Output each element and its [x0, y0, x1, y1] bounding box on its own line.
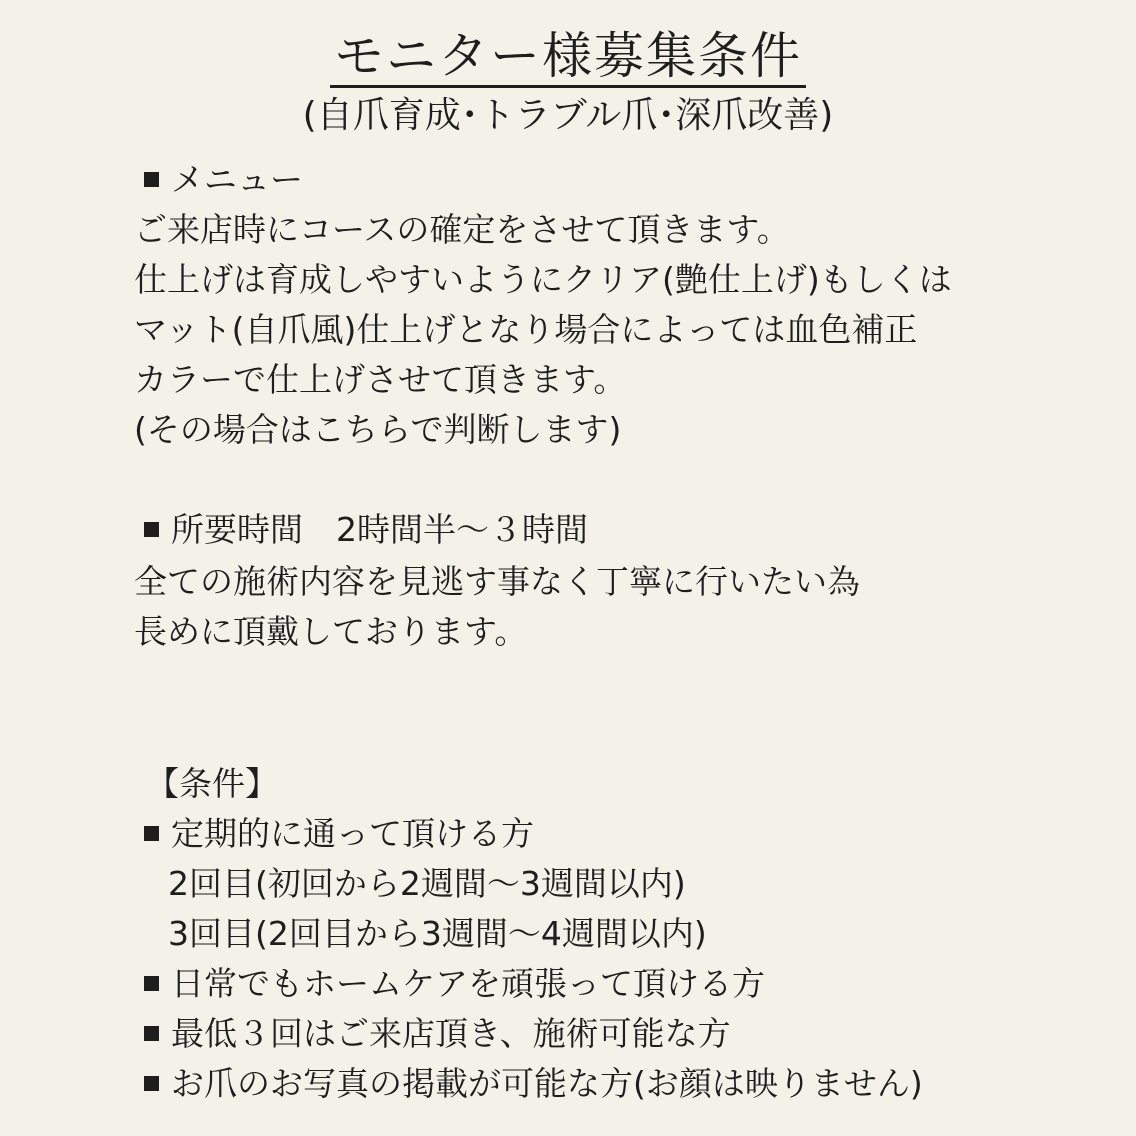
menu-heading-text: メニュー: [171, 160, 303, 199]
condition-item-text: 定期的に通って頂ける方: [171, 814, 534, 853]
condition-item-text: 日常でもホームケアを頑張って頂ける方: [171, 964, 765, 1003]
condition-item: [134, 962, 765, 1006]
condition-item: [134, 812, 534, 856]
menu-heading: [134, 158, 303, 202]
menu-line: 仕上げは育成しやすいようにクリア(艶仕上げ)もしくは: [134, 260, 952, 299]
square-bullet-icon: [144, 1076, 159, 1091]
time-line: 全ての施術内容を見逃す事なく丁寧に行いたい為: [134, 562, 860, 601]
square-bullet-icon: [144, 1026, 159, 1041]
square-bullet-icon: [144, 172, 159, 187]
square-bullet-icon: [144, 976, 159, 991]
square-bullet-icon: [144, 826, 159, 841]
condition-sub-item: 2回目(初回から2週間～3週間以内): [168, 864, 686, 903]
page-title: [0, 24, 1136, 88]
menu-line: ご来店時にコースの確定をさせて頂きます。: [134, 210, 790, 249]
menu-line: (その場合はこちらで判断します): [134, 410, 622, 449]
condition-item: [134, 1062, 923, 1106]
square-bullet-icon: [144, 522, 159, 537]
condition-item: [134, 1012, 731, 1056]
time-line: 長めに頂戴しております。: [134, 612, 528, 651]
condition-item-text: お爪のお写真の掲載が可能な方(お顔は映りません): [171, 1064, 923, 1103]
time-heading-text: 所要時間 2時間半～３時間: [171, 510, 588, 549]
page-subtitle: (自爪育成･トラブル爪･深爪改善): [302, 95, 834, 136]
conditions-heading: 【条件】: [146, 764, 278, 803]
condition-item-text: 最低３回はご来店頂き、施術可能な方: [171, 1014, 731, 1053]
condition-sub-item: 3回目(2回目から3週間～4週間以内): [168, 914, 707, 953]
menu-line: カラーで仕上げさせて頂きます。: [134, 360, 627, 399]
menu-line: マット(自爪風)仕上げとなり場合によっては血色補正: [134, 310, 918, 349]
page-title-text: モニター様募集条件: [330, 27, 806, 88]
time-heading: [134, 508, 588, 552]
